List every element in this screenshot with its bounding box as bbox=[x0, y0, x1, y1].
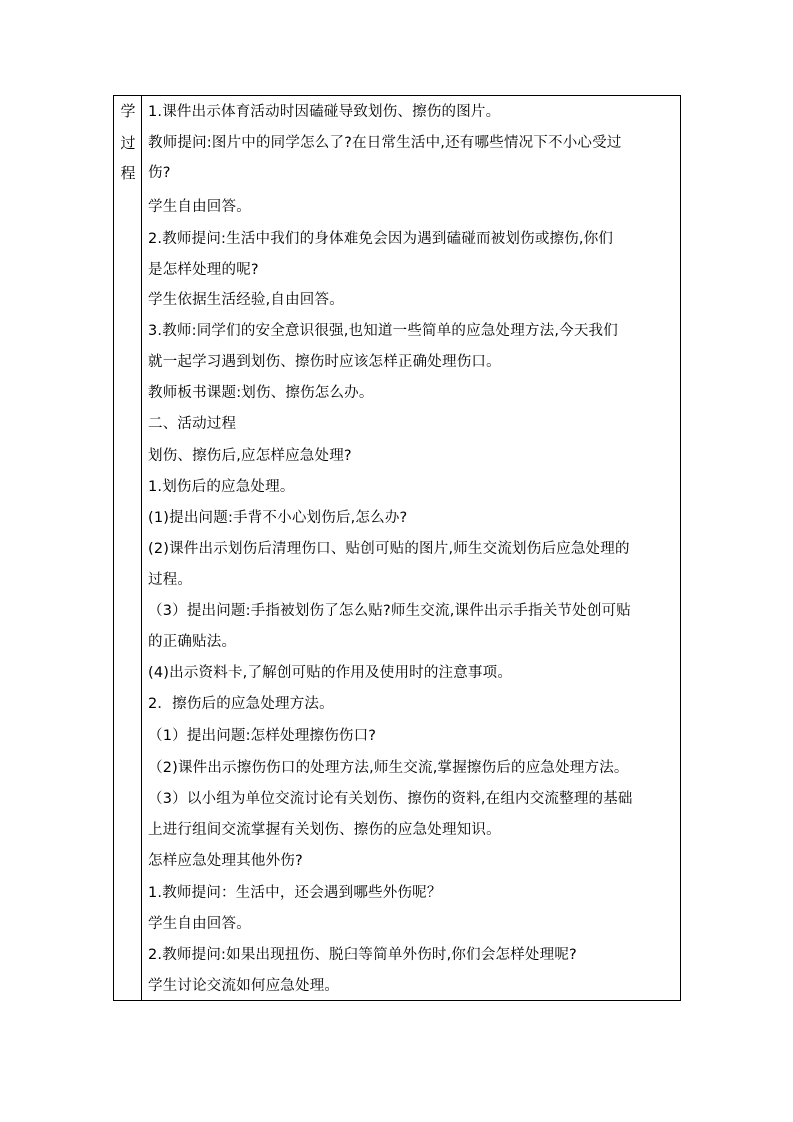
content-line: 划伤、擦伤后,应怎样应急处理? bbox=[148, 448, 352, 464]
content-line: 是怎样处理的呢? bbox=[148, 262, 259, 278]
process-content-cell bbox=[142, 96, 680, 1000]
content-line: 1.教师提问：生活中，还会遇到哪些外伤呢？ bbox=[148, 885, 442, 901]
content-line: 学生自由回答。 bbox=[148, 916, 251, 932]
content-line: 2.教师提问:如果出现扭伤、脱臼等简单外伤时,你们会怎样处理呢? bbox=[148, 947, 577, 963]
content-line: 学生自由回答。 bbox=[148, 199, 251, 215]
content-line: 伤? bbox=[148, 165, 171, 181]
content-line: 1.划伤后的应急处理。 bbox=[148, 479, 295, 495]
content-line: 上进行组间交流掌握有关划伤、擦伤的应急处理知识。 bbox=[148, 822, 501, 838]
content-line: 就一起学习遇到划伤、擦伤时应该怎样正确处理伤口。 bbox=[148, 354, 501, 370]
section-label-char: 过 bbox=[120, 134, 136, 152]
content-line: (1)提出问题:手背不小心划伤后,怎么办? bbox=[148, 510, 408, 526]
content-line: 学生讨论交流如何应急处理。 bbox=[148, 978, 340, 994]
content-line: 教师板书课题:划伤、擦伤怎么办。 bbox=[148, 385, 374, 401]
content-line: 3.教师:同学们的安全意识很强,也知道一些简单的应急处理方法,今天我们 bbox=[148, 323, 618, 339]
content-line: 1.课件出示体育活动时因磕碰导致划伤、擦伤的图片。 bbox=[148, 104, 501, 120]
content-line: （2)课件出示擦伤伤口的处理方法,师生交流,掌握擦伤后的应急处理方法。 bbox=[148, 760, 629, 776]
content-line: (4)出示资料卡,了解创可贴的作用及使用时的注意事项。 bbox=[148, 665, 513, 681]
content-line: （3）以小组为单位交流讨论有关划伤、擦伤的资料,在组内交流整理的基础 bbox=[148, 791, 633, 807]
content-line: 过程。 bbox=[148, 572, 193, 588]
content-line: 2.教师提问:生活中我们的身体难免会因为遇到磕碰而被划伤或擦伤,你们 bbox=[148, 231, 614, 247]
content-line: 2．擦伤后的应急处理方法。 bbox=[148, 696, 334, 712]
content-line: 二、活动过程 bbox=[148, 416, 237, 432]
content-line: 学生依据生活经验,自由回答。 bbox=[148, 292, 344, 308]
content-line: (2)课件出示划伤后清理伤口、贴创可贴的图片,师生交流划伤后应急处理的 bbox=[148, 541, 630, 557]
section-label-cell bbox=[114, 96, 142, 1000]
section-label-char: 学 bbox=[120, 102, 136, 120]
section-label-char: 程 bbox=[120, 164, 136, 182]
content-line: 的正确贴法。 bbox=[148, 634, 237, 650]
content-line: 教师提问:图片中的同学怎么了?在日常生活中,还有哪些情况下不小心受过 bbox=[148, 135, 622, 151]
content-line: （1）提出问题:怎样处理擦伤伤口? bbox=[148, 728, 377, 744]
lesson-process-table bbox=[113, 95, 681, 1001]
content-line: 怎样应急处理其他外伤? bbox=[148, 853, 303, 869]
content-line: （3）提出问题:手指被划伤了怎么贴?师生交流,课件出示手指关节处创可贴 bbox=[148, 603, 631, 619]
